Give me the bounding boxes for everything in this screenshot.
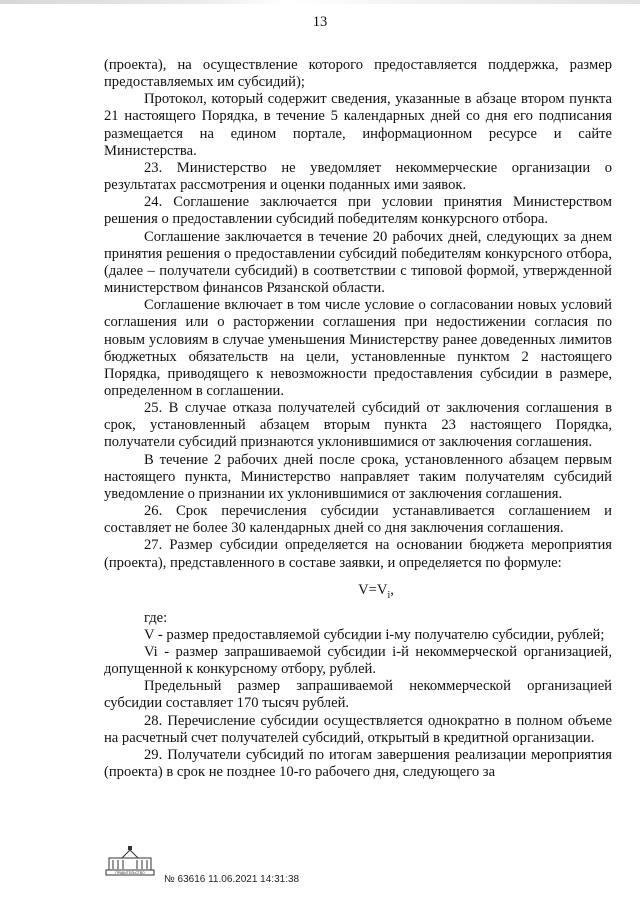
- formula: [104, 582, 612, 604]
- registration-stamp: № 63616 11.06.2021 14:31:38: [164, 874, 300, 885]
- formula-tail: ,: [390, 581, 394, 598]
- paragraph: 23. Министерство не уведомляет некоммерческие организации о результатах рассмотрения и оценки поданных ими заявок.: [104, 159, 612, 194]
- paragraph: 26. Срок перечисления субсидии устанавливается соглашением и составляет не более 30 календарных дней со дня заключения соглашения.: [104, 503, 612, 537]
- paragraph: Соглашение включает в том числе условие о согласовании новых условий соглашения или о расторжении соглашения при недостижении согласия по новым условиям в случае уменьшения Министерству ранее доведенных лимитов бюджетных обязательств на цели, установленные пунктом 2 настоящего Порядка, приводящего к невозможности предоставления субсидии в размере, определенном в соглашении.: [104, 297, 612, 399]
- paragraph: V - размер предоставляемой субсидии i-му получателю субсидии, рублей;: [144, 626, 605, 643]
- footer: [104, 844, 344, 890]
- document-body: [104, 57, 612, 781]
- paragraph: где:: [144, 609, 168, 626]
- scan-edge: [0, 0, 640, 4]
- paragraph: 29. Получатели субсидий по итогам завершения реализации мероприятия (проекта) в срок не позднее 10-го рабочего дня, следующего за: [104, 746, 612, 780]
- paragraph: (проекта), на осуществление которого предоставляется поддержка, размер предоставляемых им субсидий);: [104, 57, 612, 91]
- paragraph: Соглашение заключается в течение 20 рабочих дней, следующих за днем принятия решения о предоставлении субсидий победителям конкурсного отбора, (далее – получатели субсидий) в соответствии с типовой формой, утвержденной министерством финансов Рязанской области.: [104, 228, 612, 297]
- formula-lhs: V=V: [358, 581, 388, 598]
- paragraphs-after: [104, 610, 612, 782]
- formula-subscript: i: [387, 589, 391, 601]
- paragraph: Протокол, который содержит сведения, указанные в абзаце втором пункта 21 настоящего Порядка, в течение 5 календарных дней со дня его подписания размещается на едином портале, информационном ресурсе и сайте Министерства.: [104, 91, 612, 159]
- paragraph: Vi - размер запрашиваемой субсидии i-й некоммерческой организацией, допущенной к конкурсному отбору, рублей.: [104, 643, 612, 678]
- paragraph: 27. Размер субсидии определяется на основании бюджета мероприятия (проекта), представленного в составе заявки, и определяется по формуле:: [104, 537, 612, 571]
- government-building-logo: [104, 844, 156, 878]
- paragraph: Предельный размер запрашиваемой некоммерческой организацией субсидии составляет 170 тысяч рублей.: [104, 678, 612, 712]
- paragraph: В течение 2 рабочих дней после срока, установленного абзацем первым настоящего пункта, Министерство направляет таким получателям субсидий уведомление о признании их уклонившимися от заключения соглашения.: [104, 451, 612, 502]
- page-number: 13: [312, 14, 328, 30]
- logo-caption: ПРАВИТЕЛЬСТВО: [115, 871, 145, 875]
- paragraph: 25. В случае отказа получателей субсидий от заключения соглашения в срок, установленный абзацем вторым пункта 23 настоящего Порядка, получатели субсидий признаются уклонившимися от заключения соглашения.: [104, 400, 612, 451]
- paragraph: 24. Соглашение заключается при условии принятия Министерством решения о предоставлении субсидий победителям конкурсного отбора.: [104, 194, 612, 228]
- paragraph: 28. Перечисление субсидии осуществляется однократно в полном объеме на расчетный счет получателей субсидий, открытый в кредитной организации.: [104, 712, 612, 746]
- paragraphs: [104, 57, 612, 572]
